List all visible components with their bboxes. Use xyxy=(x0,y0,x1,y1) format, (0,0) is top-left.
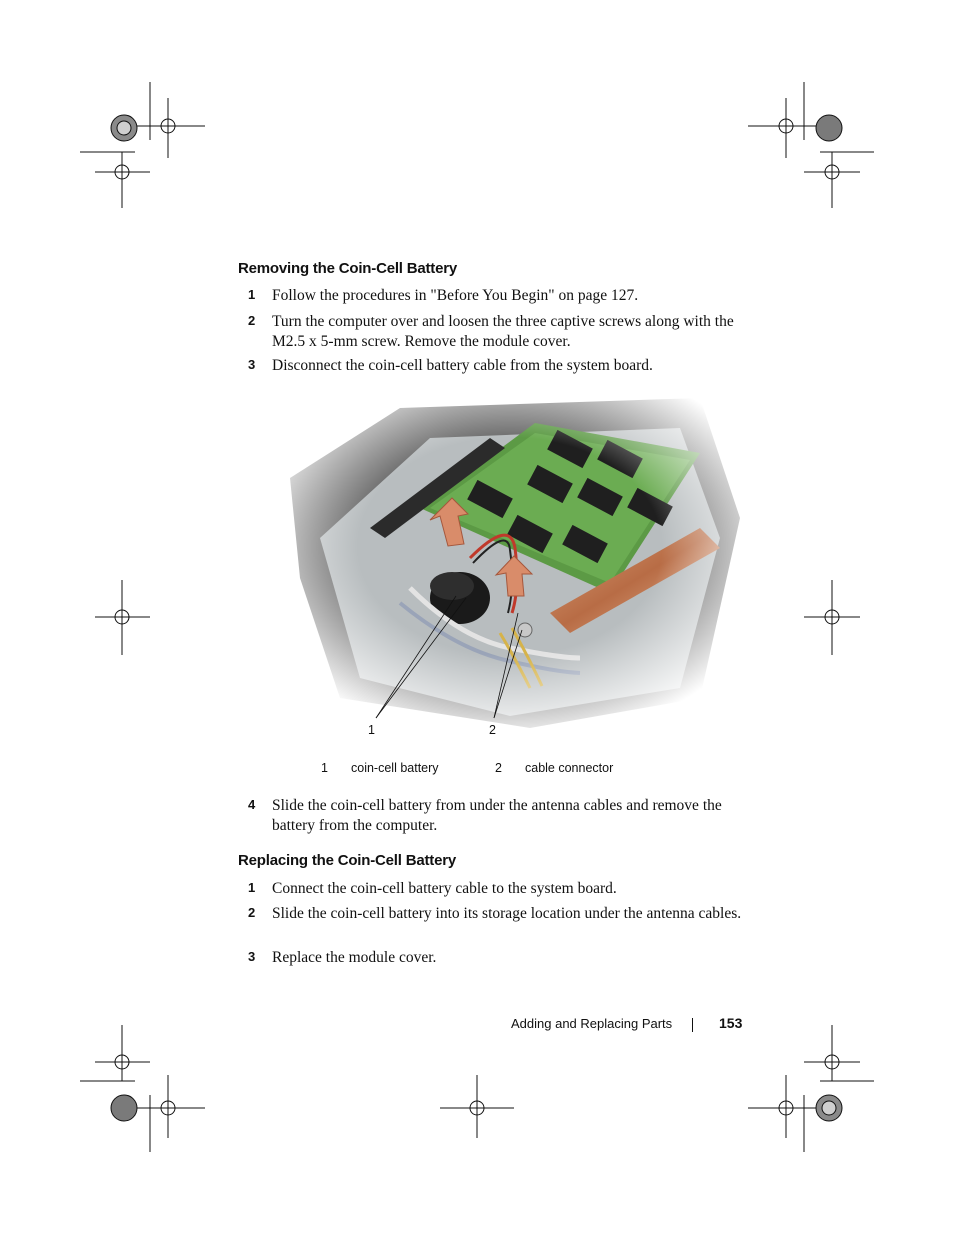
coin-cell-battery-illustration xyxy=(280,398,740,728)
callout-number: 2 xyxy=(489,723,496,737)
legend-number: 2 xyxy=(495,761,502,775)
step-number: 2 xyxy=(248,905,256,920)
legend-number: 1 xyxy=(321,761,328,775)
step-number: 2 xyxy=(248,313,256,328)
legend-label: cable connector xyxy=(525,761,614,775)
section-heading-replacing: Replacing the Coin-Cell Battery xyxy=(238,852,457,869)
step-text: Turn the computer over and loosen the three captive screws along with the M2.5 x 5-mm screw. Remove the module cover. xyxy=(272,313,734,350)
step-number: 3 xyxy=(248,357,256,372)
section-heading-removing: Removing the Coin-Cell Battery xyxy=(238,260,458,277)
legend-label: coin-cell battery xyxy=(351,761,439,775)
footer-section-title: Adding and Replacing Parts xyxy=(511,1016,673,1031)
step-text: Replace the module cover. xyxy=(272,949,437,966)
step-text: Slide the coin-cell battery from under the antenna cables and remove the battery from the computer. xyxy=(272,797,722,834)
step-number: 3 xyxy=(248,949,256,964)
step-text: Slide the coin-cell battery into its storage location under the antenna cables. xyxy=(272,905,742,922)
callout-number: 1 xyxy=(368,723,375,737)
page-number: 153 xyxy=(719,1015,743,1031)
step-text: Follow the procedures in "Before You Begin" on page 127. xyxy=(272,287,639,304)
footer-divider xyxy=(692,1018,693,1032)
step-text: Disconnect the coin-cell battery cable from the system board. xyxy=(272,357,653,374)
step-number: 1 xyxy=(248,880,256,895)
step-number: 4 xyxy=(248,797,256,812)
step-text: Connect the coin-cell battery cable to the system board. xyxy=(272,880,617,897)
step-number: 1 xyxy=(248,287,256,302)
